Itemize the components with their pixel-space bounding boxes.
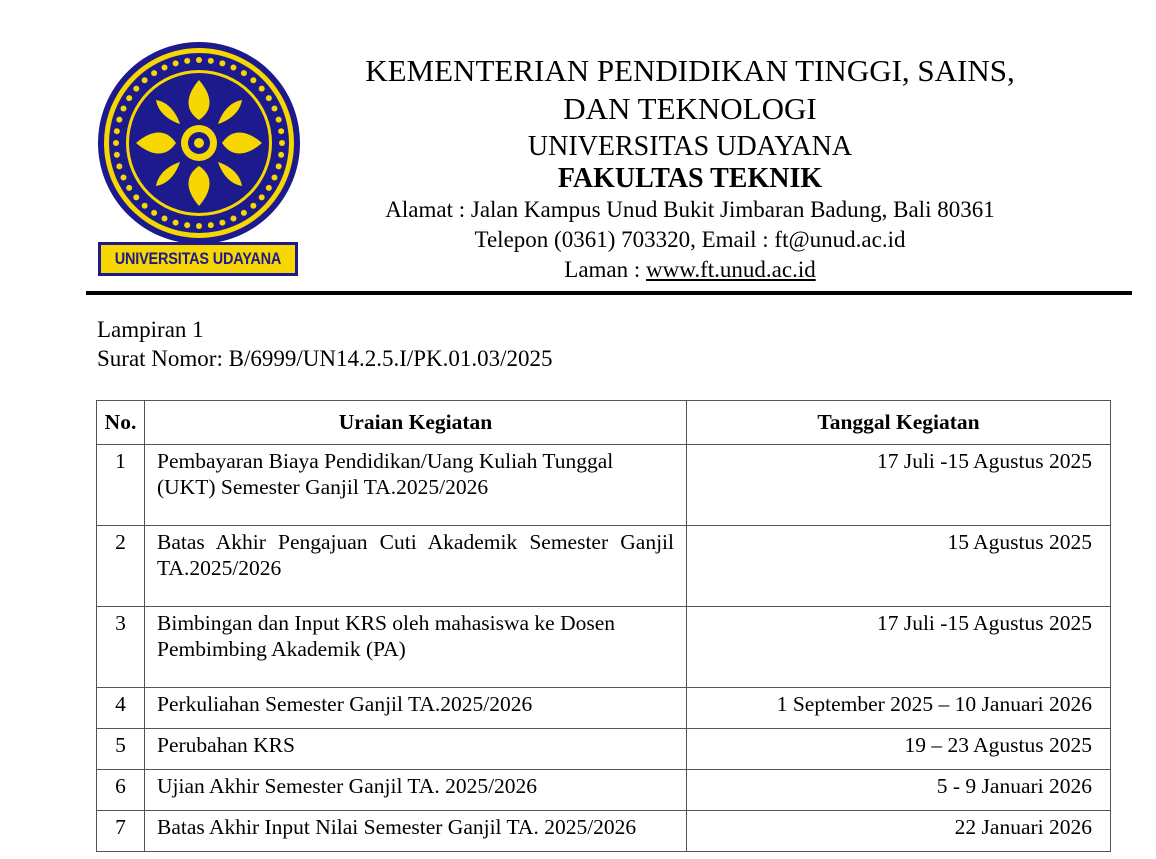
- row-number: 4: [97, 688, 145, 729]
- row-activity: Batas Akhir Pengajuan Cuti Akademik Semester Ganjil TA.2025/2026: [145, 526, 687, 607]
- row-date: 5 - 9 Januari 2026: [687, 770, 1111, 811]
- website-line: [320, 255, 1060, 285]
- row-date: 17 Juli -15 Agustus 2025: [687, 607, 1111, 688]
- udayana-emblem-icon: [96, 40, 302, 246]
- header-divider: [86, 291, 1132, 295]
- attachment-label: Lampiran 1: [97, 317, 204, 342]
- row-activity: Perkuliahan Semester Ganjil TA.2025/2026: [145, 688, 687, 729]
- row-date: 17 Juli -15 Agustus 2025: [687, 445, 1111, 526]
- website-link[interactable]: www.ft.unud.ac.id: [646, 257, 816, 282]
- header-no: No.: [97, 401, 145, 445]
- faculty-name: FAKULTAS TEKNIK: [557, 163, 823, 194]
- table-row: [97, 445, 1111, 526]
- row-date: 15 Agustus 2025: [687, 526, 1111, 607]
- ministry-line-2: DAN TEKNOLOGI: [563, 91, 817, 126]
- reference-block: [97, 315, 553, 373]
- row-date: 19 – 23 Agustus 2025: [687, 729, 1111, 770]
- table-row: [97, 526, 1111, 607]
- row-number: 2: [97, 526, 145, 607]
- row-activity: Pembayaran Biaya Pendidikan/Uang Kuliah Tunggal (UKT) Semester Ganjil TA.2025/2026: [145, 445, 687, 526]
- letter-number: Surat Nomor: B/6999/UN14.2.5.I/PK.01.03/2025: [97, 346, 553, 371]
- row-date: 22 Januari 2026: [687, 811, 1111, 852]
- table-row: [97, 770, 1111, 811]
- row-number: 5: [97, 729, 145, 770]
- row-date: 1 September 2025 – 10 Januari 2026: [687, 688, 1111, 729]
- activity-schedule-table: [96, 400, 1111, 852]
- ministry-line-1: KEMENTERIAN PENDIDIKAN TINGGI, SAINS,: [365, 53, 1015, 88]
- row-number: 6: [97, 770, 145, 811]
- table-row: [97, 607, 1111, 688]
- university-logo: [96, 40, 306, 280]
- university-name: UNIVERSITAS UDAYANA: [527, 131, 853, 162]
- table-row: [97, 688, 1111, 729]
- address-line: Alamat : Jalan Kampus Unud Bukit Jimbaran Badung, Bali 80361: [385, 197, 995, 222]
- header-date: Tanggal Kegiatan: [687, 401, 1111, 445]
- row-activity: Perubahan KRS: [145, 729, 687, 770]
- logo-banner: [98, 242, 298, 276]
- contact-line: Telepon (0361) 703320, Email : ft@unud.ac.id: [474, 227, 906, 252]
- table-row: [97, 811, 1111, 852]
- row-activity: Bimbingan dan Input KRS oleh mahasiswa ke Dosen Pembimbing Akademik (PA): [145, 607, 687, 688]
- website-label: Laman :: [564, 257, 647, 282]
- row-number: 3: [97, 607, 145, 688]
- header-activity: Uraian Kegiatan: [145, 401, 687, 445]
- row-number: 1: [97, 445, 145, 526]
- table-header-row: [97, 401, 1111, 445]
- table-row: [97, 729, 1111, 770]
- row-activity: Ujian Akhir Semester Ganjil TA. 2025/2026: [145, 770, 687, 811]
- row-activity: Batas Akhir Input Nilai Semester Ganjil TA. 2025/2026: [145, 811, 687, 852]
- row-number: 7: [97, 811, 145, 852]
- letterhead: [320, 52, 1060, 285]
- logo-banner-text: UNIVERSITAS UDAYANA: [114, 249, 282, 268]
